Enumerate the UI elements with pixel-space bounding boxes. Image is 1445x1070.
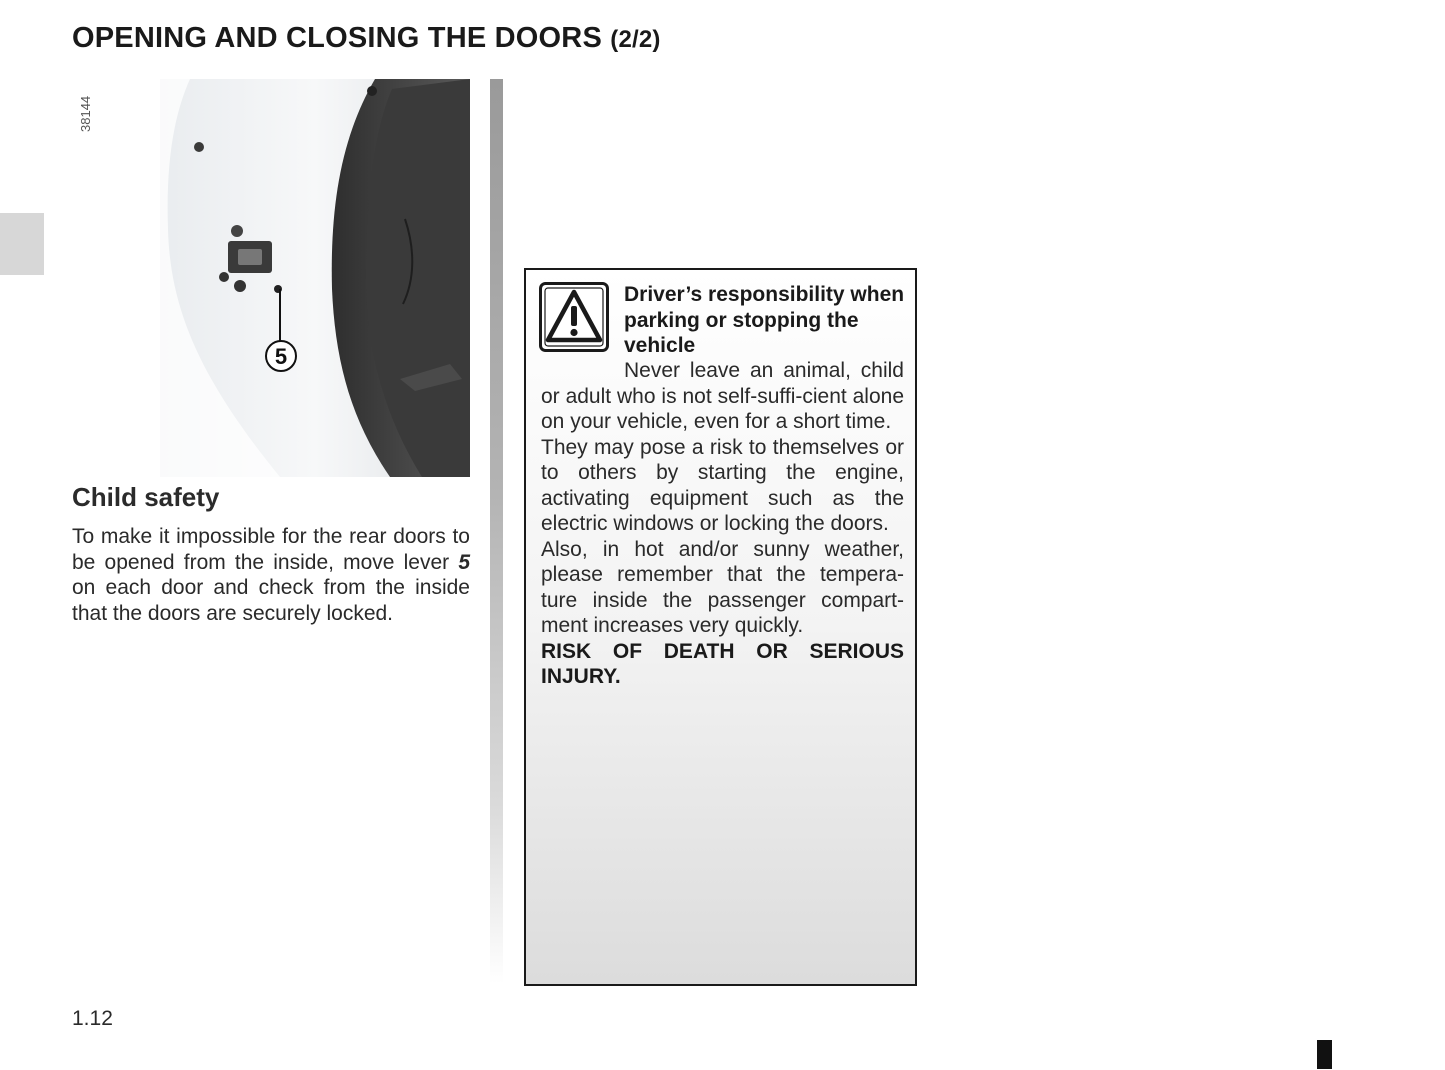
column-divider [490,79,503,984]
page-title-suffix: (2/2) [610,26,661,53]
child-safety-text-end: on each door and check from the inside that the doors are securely locked. [72,576,470,625]
photo-reference-number: 38144 [78,95,93,132]
warning-title: Driver’s responsibility when parking or stopping the vehicle [624,283,905,357]
page-number: 1.12 [72,1007,113,1030]
warning-triangle-icon [539,282,609,352]
lever-callout-label: 5 [274,344,288,369]
warning-paragraph-2: They may pose a risk to themselves or to others by starting the engine, activating equipment such as the electric windows or locking the doors. [541,435,904,535]
page-title [72,22,661,55]
lever-number: 5 [458,550,470,574]
warning-box [524,268,917,986]
section-side-tab [0,213,44,275]
child-safety-text-start: To make it impossible for the rear doors to be opened from the inside, move lever [72,525,470,574]
door-lock-photo [160,79,470,477]
warning-text [541,358,904,690]
warning-paragraph-3: Also, in hot and/or sunny weather, please remember that the tempera-ture inside the passenger compart-ment increases very quickly. [541,537,904,637]
warning-danger-text: RISK OF DEATH OR SERIOUS INJURY. [541,639,904,688]
child-safety-text [72,524,470,626]
warning-paragraph-1: Never leave an animal, child or adult who is not self-suffi-cient alone on your vehicle, even for a short time. [541,359,904,433]
page-title-text: OPENING AND CLOSING THE DOORS [72,22,602,54]
section-end-marker [1317,1040,1332,1069]
child-safety-heading: Child safety [72,482,220,512]
